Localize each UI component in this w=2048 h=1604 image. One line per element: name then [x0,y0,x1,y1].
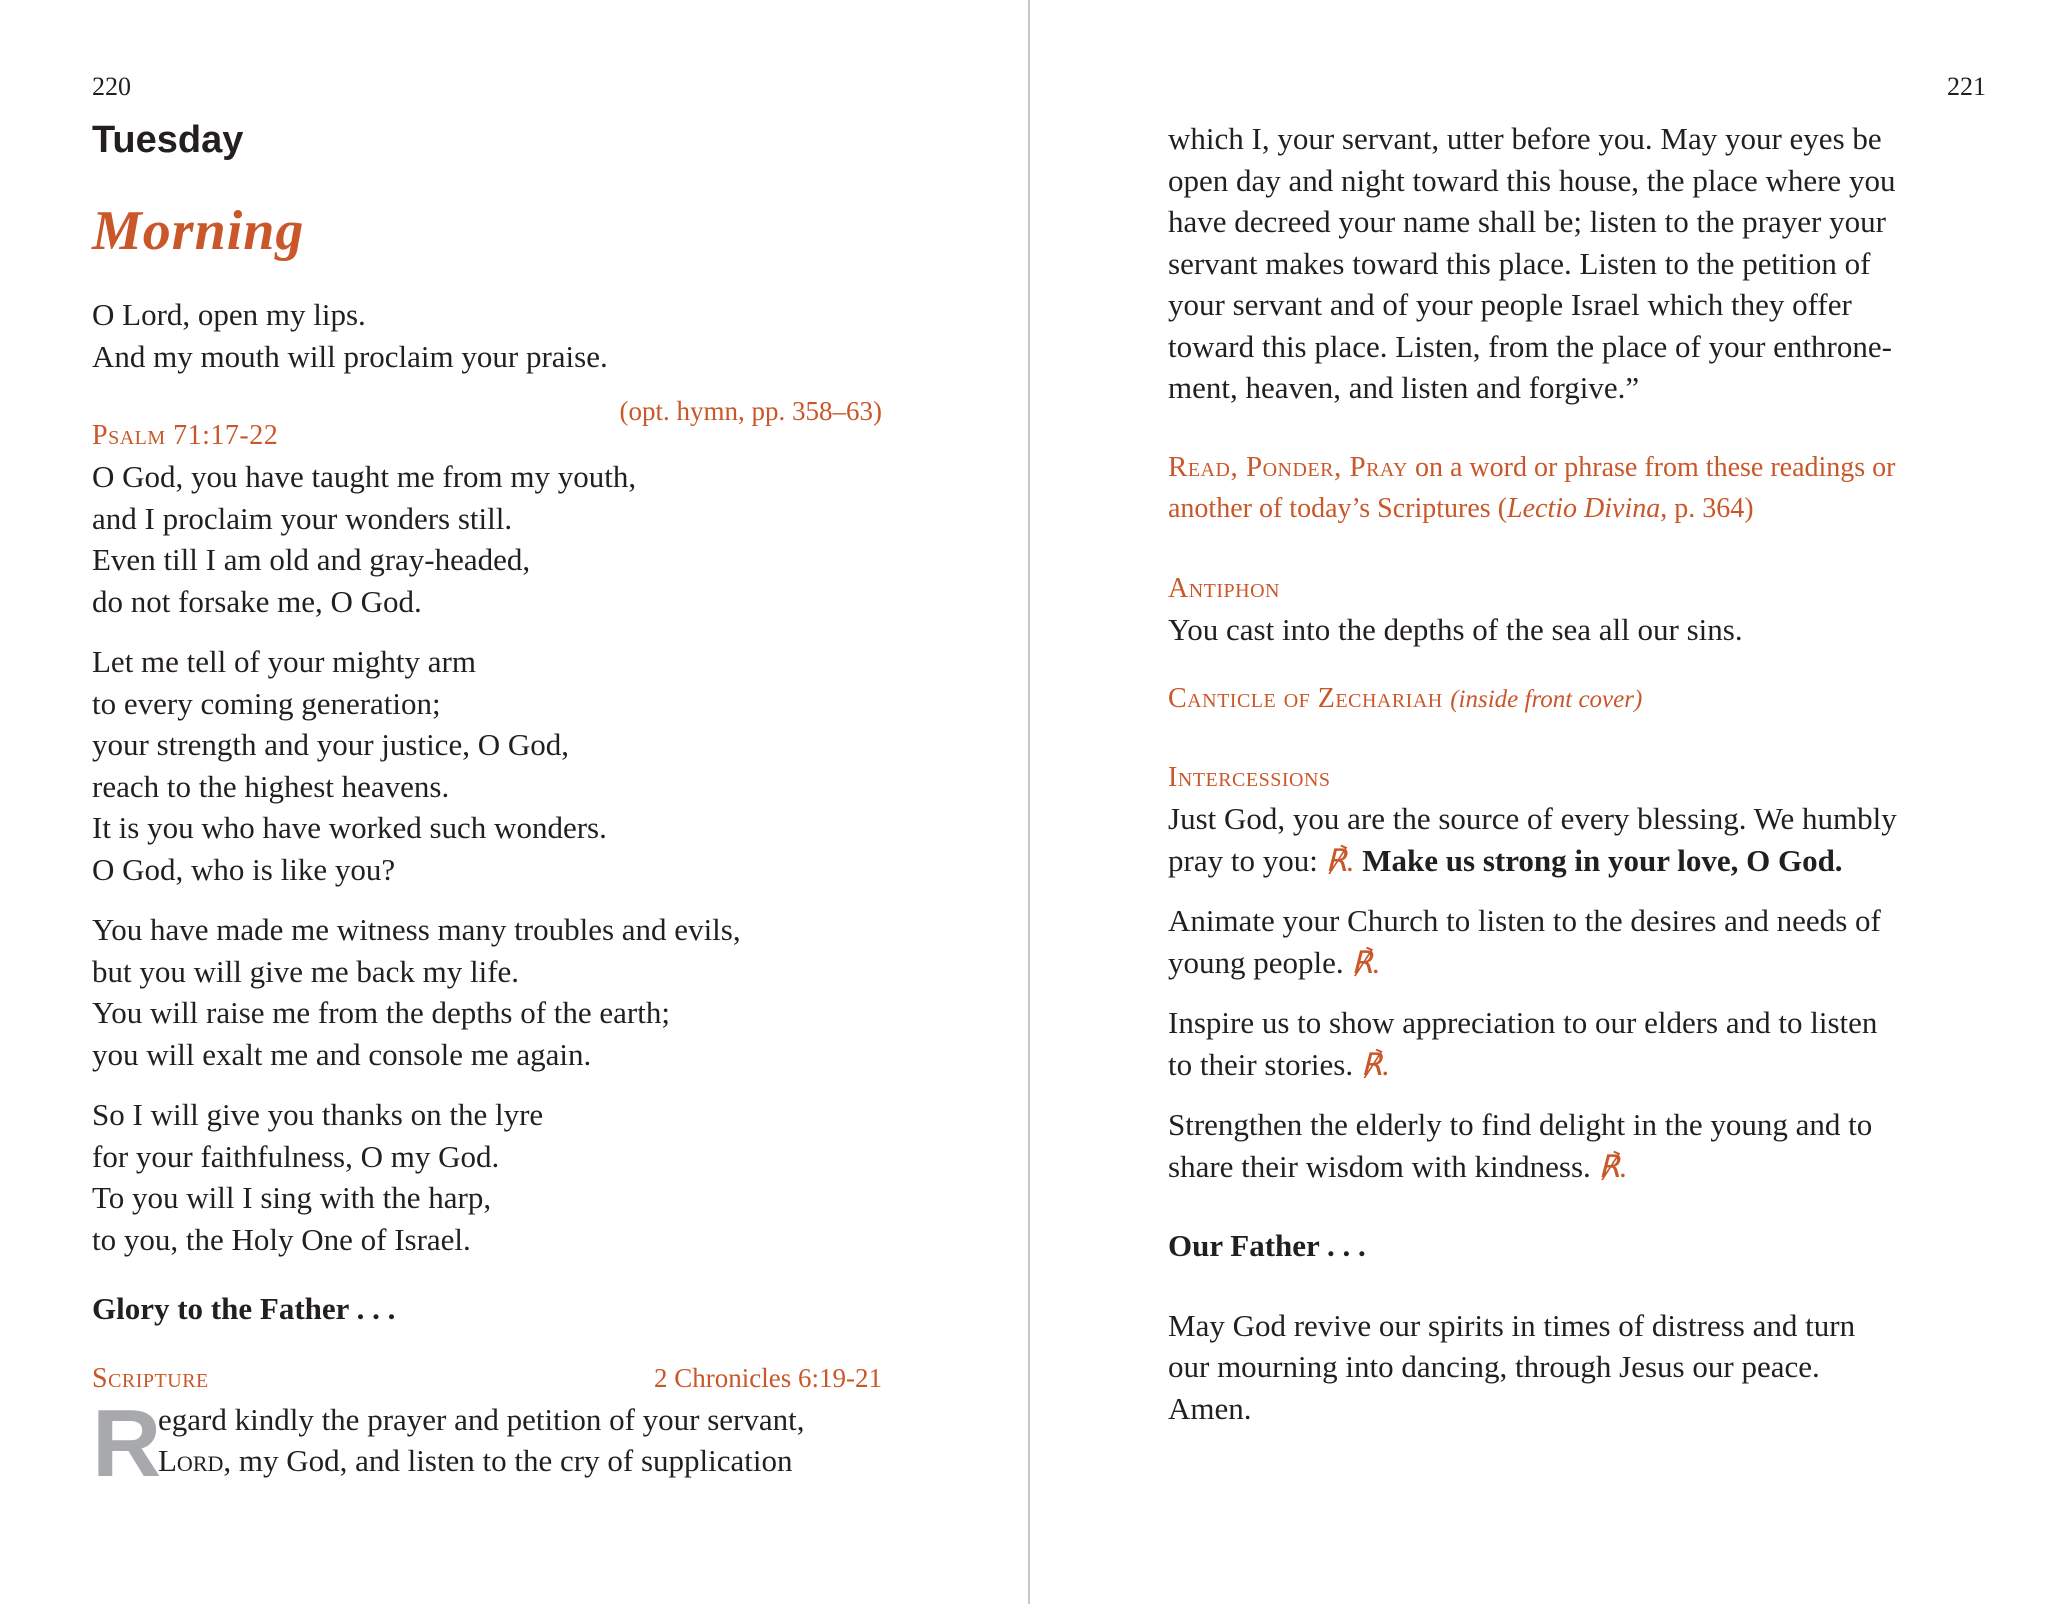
closing-line: our mourning into dancing, through Jesus our peace. [1168,1349,1820,1384]
lord-smallcaps: Lord [158,1443,224,1478]
intercession-response: Make us strong in your love, O God. [1362,842,1843,878]
response-symbol: ℟. [1598,1148,1628,1184]
hymn-note: (opt. hymn, pp. 358–63) [619,396,882,426]
opening-versicle [92,294,882,377]
scripture-line: open day and night toward this house, the place where you [1168,162,1896,198]
psalm-stanza [92,909,882,1075]
intercession-item [1168,1104,1958,1187]
psalm-line: You will raise me from the depths of the earth; [92,995,670,1030]
psalm-line: So I will give you thanks on the lyre [92,1097,544,1132]
psalm-line: It is you who have worked such wonders. [92,810,607,845]
scripture-line-rest: , my God, and listen to the cry of supplication [223,1443,793,1478]
response-symbol: ℟. [1325,842,1355,878]
closing-line: Amen. [1168,1390,1252,1426]
response-symbol: ℟. [1351,944,1381,980]
intercession-intro [1168,798,1958,881]
psalm-line: O God, who is like you? [92,851,396,887]
scripture-line: egard kindly the prayer and petition of your servant, [158,1401,805,1437]
lectio-text: , p. 364) [1660,493,1754,524]
intercession-line [1168,1044,1958,1086]
opening-line: And my mouth will proclaim your praise. [92,338,608,374]
intercession-line [1168,942,1958,984]
closing-prayer [1168,1305,1958,1430]
intercession-text: share their wisdom with kindness. [1168,1148,1599,1184]
hour-heading: Morning [92,200,305,262]
response-symbol: ℟. [1360,1046,1390,1082]
lectio-divina-title: Lectio Divina [1507,493,1661,524]
canticle-note: (inside front cover) [1450,686,1643,713]
intercession-line: Strengthen the elderly to find delight in the young and to [1168,1107,1873,1142]
right-page [1030,0,2048,1604]
lectio-instruction [1168,447,1958,530]
intercession-text: pray to you: [1168,842,1326,878]
intercession-text: young people. [1168,944,1352,980]
antiphon-label: Antiphon [1168,572,1280,604]
intercessions-header [1168,757,1958,798]
intercession-line: Just God, you are the source of every blessing. We humbly [1168,801,1897,836]
glory-be: Glory to the Father . . . [92,1291,396,1326]
intercession-line: Animate your Church to listen to the desires and needs of [1168,903,1881,938]
psalm-stanza [92,641,882,890]
lectio-text: another of today’s Scriptures ( [1168,493,1508,524]
psalm-line: You have made me witness many troubles and evils, [92,912,741,947]
page-number-left: 220 [92,72,131,101]
psalm-line: but you will give me back my life. [92,953,520,989]
psalm-stanza [92,456,882,622]
right-column [1168,118,1958,1429]
scripture-line: your servant and of your people Israel which they offer [1168,287,1852,322]
opening-line: O Lord, open my lips. [92,297,366,332]
lectio-text: on a word or phrase from these readings or [1407,451,1896,483]
canticle-title: Canticle of Zechariah [1168,683,1443,714]
drop-cap: R [92,1389,162,1497]
psalm-line: to every coming generation; [92,685,441,721]
scripture-reference: 2 Chronicles 6:19-21 [654,1362,882,1393]
psalm-line: Even till I am old and gray-headed, [92,542,531,577]
our-father: Our Father . . . [1168,1228,1366,1263]
intercession-line [1168,840,1958,882]
scripture-reading [92,1389,882,1497]
scripture-line: have decreed your name shall be; listen to the prayer your [1168,204,1886,239]
antiphon-header [1168,568,1958,609]
psalm-line: To you will I sing with the harp, [92,1180,492,1215]
scripture-header [92,1358,882,1399]
psalm-header [92,396,882,456]
canticle-header [1168,678,1958,719]
psalm-line: Let me tell of your mighty arm [92,644,476,679]
psalm-line: you will exalt me and console me again. [92,1036,592,1072]
intercession-item [1168,900,1958,983]
intercession-line [1168,1146,1958,1188]
scripture-label: Scripture [92,1362,209,1394]
scripture-line: which I, your servant, utter before you. May your eyes be [1168,121,1882,156]
antiphon-text: You cast into the depths of the sea all our sins. [1168,611,1743,647]
intercessions-label: Intercessions [1168,762,1331,793]
lectio-line [1168,488,1958,530]
psalm-stanza [92,1094,882,1260]
psalm-line: O God, you have taught me from my youth, [92,459,637,494]
lectio-line [1168,447,1958,489]
left-column [92,114,882,1497]
intercession-item [1168,1002,1958,1085]
scripture-line [158,1440,882,1482]
scripture-line: servant makes toward this place. Listen to the petition of [1168,245,1871,281]
lectio-label: Read, Ponder, Pray [1168,450,1408,483]
psalm-line: your strength and your justice, O God, [92,727,569,762]
closing-line: May God revive our spirits in times of distress and turn [1168,1307,1856,1343]
intercession-line: Inspire us to show appreciation to our elders and to listen [1168,1005,1878,1040]
psalm-line: to you, the Holy One of Israel. [92,1221,471,1257]
psalm-title: Psalm 71:17-22 [92,420,279,451]
psalm-line: for your faithfulness, O my God. [92,1138,500,1174]
intercession-text: to their stories. [1168,1046,1361,1082]
scripture-line: ment, heaven, and listen and forgive.” [1168,370,1640,405]
day-heading: Tuesday [92,119,244,161]
scripture-continued [1168,118,1958,409]
psalm-line: do not forsake me, O God. [92,583,422,619]
canticle-label [1168,683,1642,714]
psalm-line: reach to the highest heavens. [92,768,450,804]
page-number-right: 221 [1947,72,1986,101]
psalm-line: and I proclaim your wonders still. [92,500,513,536]
scripture-line: toward this place. Listen, from the place of your enthrone- [1168,328,1892,364]
